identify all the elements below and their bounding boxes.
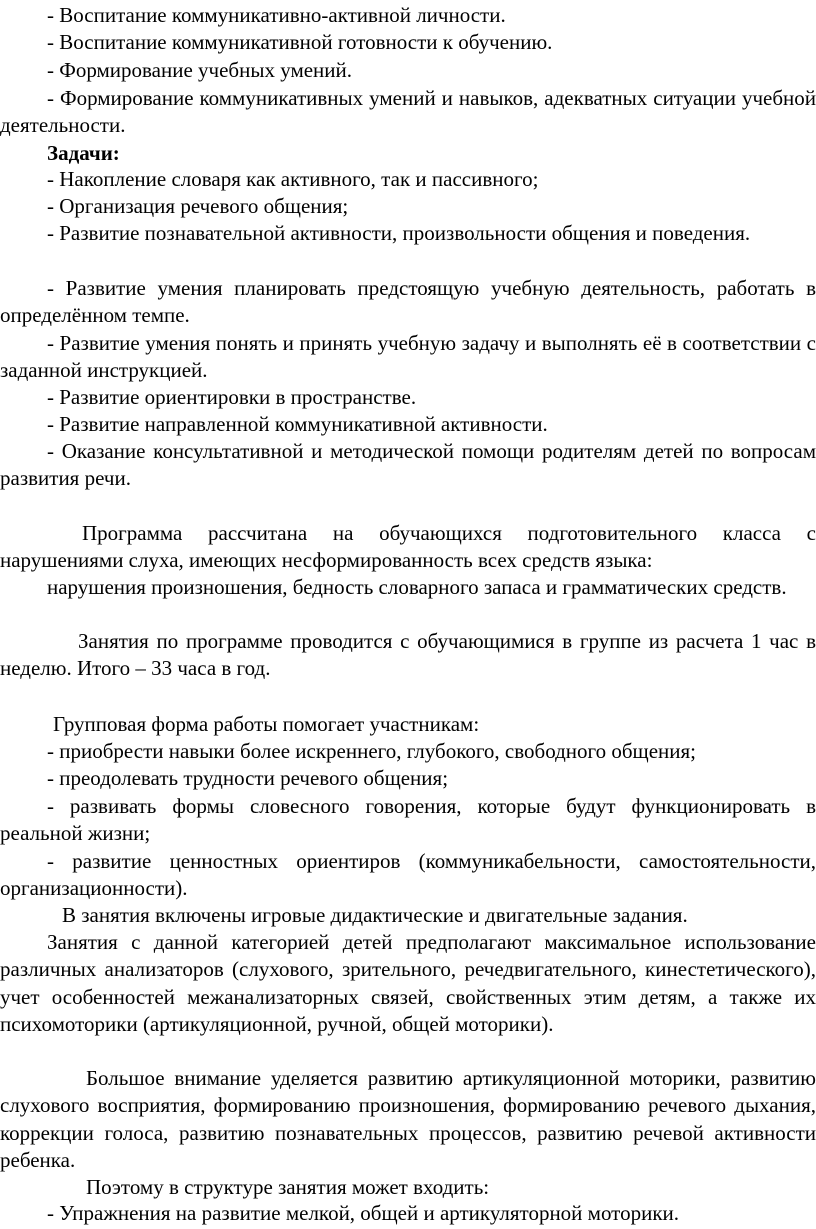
task-item-4: - Развитие умения планировать предстоящую учебную деятельность, работать в определённом темпе. (0, 276, 816, 328)
task-item-2: - Организация речевого общения; (47, 194, 349, 218)
program-target-paragraph: Программа рассчитана на обучающихся подготовительного класса с нарушениями слуха, имеющих несформированность всех средств языка: (0, 521, 816, 573)
task-item-3: - Развитие познавательной активности, произвольности общения и поведения. (47, 221, 751, 245)
task-item-7: - Развитие направленной коммуникативной активности. (47, 412, 548, 436)
goal-item-1: - Воспитание коммуникативно-активной личности. (47, 3, 506, 27)
structure-item-1: - Упражнения на развитие мелкой, общей и артикуляторной моторики. (47, 1201, 680, 1225)
attention-paragraph: Большое внимание уделяется развитию артикуляционной моторики, развитию слухового восприятия, формированию произношения, формированию речевого дыхания, коррекции голоса, развитию познавательных процессов, развитию речевой активности ребенка. (0, 1066, 816, 1173)
goal-item-3: - Формирование учебных умений. (47, 58, 353, 82)
task-item-5: - Развитие умения понять и принять учебную задачу и выполнять её в соответствии с заданной инструкцией. (0, 331, 816, 383)
task-item-6: - Развитие ориентировки в пространстве. (47, 385, 417, 409)
tasks-heading: Задачи: (47, 141, 120, 165)
task-item-1: - Накопление словаря как активного, так и пассивного; (47, 167, 539, 191)
group-benefit-4: - развитие ценностных ориентиров (коммуникабельности, самостоятельности, организационности). (0, 849, 816, 901)
group-benefit-1: - приобрести навыки более искреннего, глубокого, свободного общения; (47, 739, 697, 763)
tasks-included-paragraph: В занятия включены игровые дидактические и двигательные задания. (62, 903, 688, 927)
task-item-8: - Оказание консультативной и методической помощи родителям детей по вопросам развития речи. (0, 439, 816, 491)
goal-item-4: - Формирование коммуникативных умений и навыков, адекватных ситуации учебной деятельности. (0, 86, 816, 138)
structure-intro: Поэтому в структуре занятия может входить: (86, 1175, 490, 1199)
group-benefit-3: - развивать формы словесного говорения, которые будут функционировать в реальной жизни; (0, 794, 816, 846)
goal-item-2: - Воспитание коммуникативной готовности к обучению. (47, 30, 553, 54)
group-benefit-2: - преодолевать трудности речевого общения; (47, 766, 449, 790)
schedule-paragraph: Занятия по программе проводится с обучающимися в группе из расчета 1 час в неделю. Итого – 33 часа в год. (0, 629, 816, 681)
group-form-intro: Групповая форма работы помогает участникам: (53, 712, 480, 736)
program-disorders-paragraph: нарушения произношения, бедность словарного запаса и грамматических средств. (47, 575, 787, 599)
analyzers-paragraph: Занятия с данной категорией детей предполагают максимальное использование различных анализаторов (слухового, зрительного, речедвигательного, кинестетического), учет особенностей межанализаторных связей, свойственных этим детям, а также их психомоторики (артикуляционной, ручной, общей моторики). (0, 930, 816, 1037)
